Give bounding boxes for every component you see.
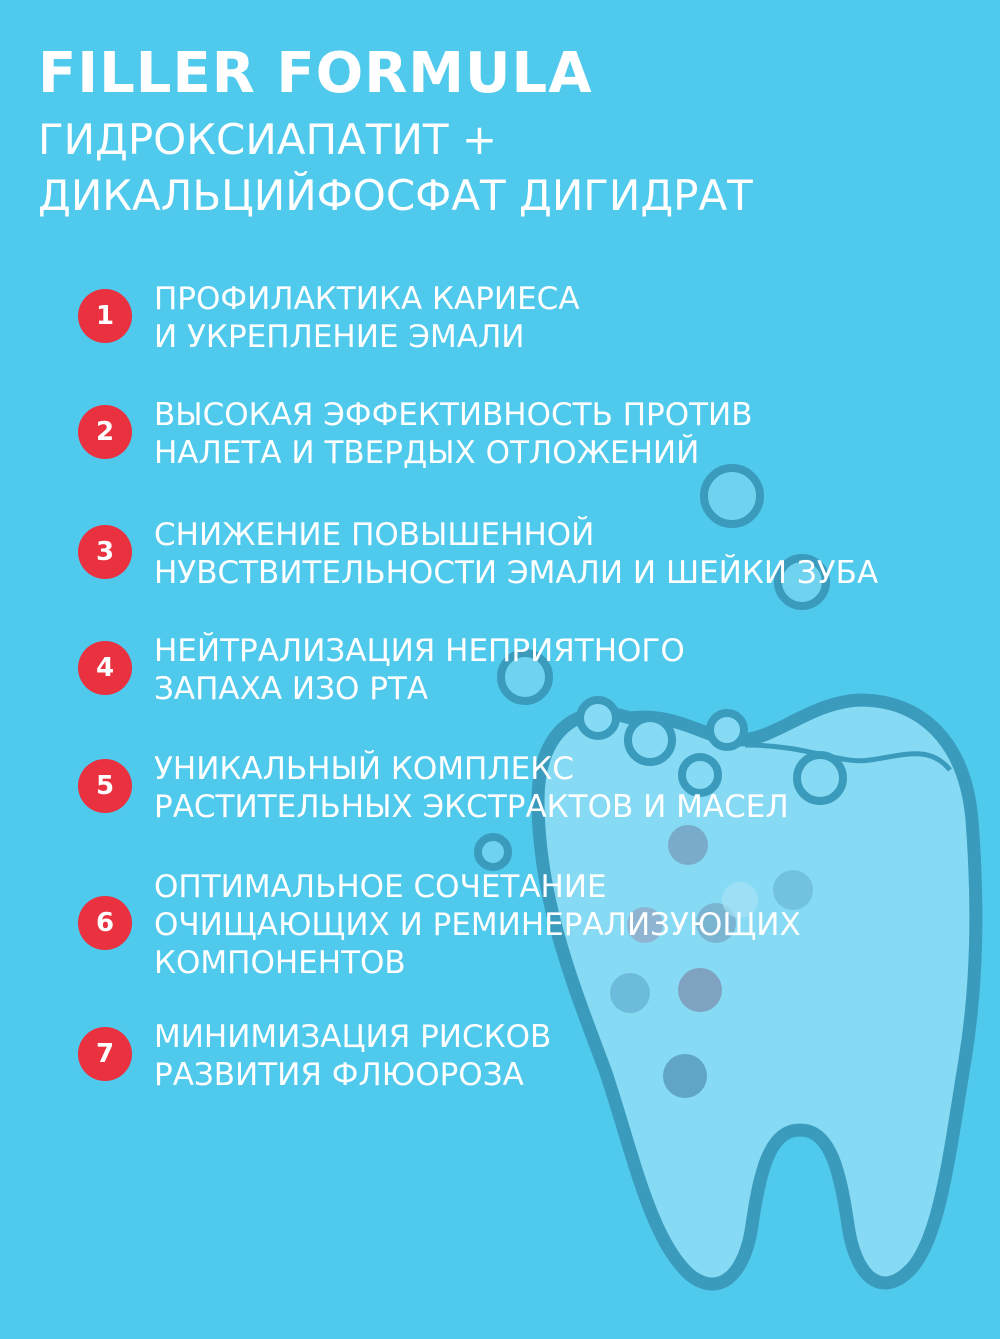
bubble-icon	[797, 755, 843, 801]
number-badge: 1	[78, 289, 132, 343]
number-badge: 5	[78, 759, 132, 813]
feature-line: НУВСТВИТЕЛЬНОСТИ ЭМАЛИ И ШЕЙКИ ЗУБА	[154, 555, 879, 591]
subtitle-line: ГИДРОКСИАПАТИТ +	[38, 115, 498, 164]
feature-text	[154, 1018, 551, 1094]
feature-text	[154, 868, 801, 982]
feature-line: КОМПОНЕНТОВ	[154, 945, 406, 981]
feature-line: ЗАПАХА ИЗО РТА	[154, 671, 429, 707]
mineral-dot	[663, 1054, 707, 1098]
bubble-icon	[478, 837, 508, 867]
ingredients-subtitle	[38, 112, 753, 224]
number-badge: 2	[78, 405, 132, 459]
number-badge: 6	[78, 896, 132, 950]
feature-line: НЕЙТРАЛИЗАЦИЯ НЕПРИЯТНОГО	[154, 633, 685, 669]
number-badge: 4	[78, 641, 132, 695]
feature-text	[154, 396, 753, 472]
subtitle-line: ДИКАЛЬЦИЙФОСФАТ ДИГИДРАТ	[38, 171, 753, 220]
feature-line: РАСТИТЕЛЬНЫХ ЭКСТРАКТОВ И МАСЕЛ	[154, 789, 789, 825]
feature-line: И УКРЕПЛЕНИЕ ЭМАЛИ	[154, 319, 525, 355]
feature-line: НАЛЕТА И ТВЕРДЫХ ОТЛОЖЕНИЙ	[154, 435, 700, 471]
feature-text	[154, 516, 878, 592]
feature-line: ОПТИМАЛЬНОЕ СОЧЕТАНИЕ	[154, 869, 607, 905]
number-badge: 7	[78, 1027, 132, 1081]
feature-text	[154, 750, 789, 826]
feature-line: РАЗВИТИЯ ФЛЮОРОЗА	[154, 1057, 524, 1093]
feature-line: ПРОФИЛАКТИКА КАРИЕСА	[154, 281, 580, 317]
feature-line: УНИКАЛЬНЫЙ КОМПЛЕКС	[154, 751, 574, 787]
feature-line: МИНИМИЗАЦИЯ РИСКОВ	[154, 1019, 552, 1055]
feature-line: ОЧИЩАЮЩИХ И РЕМИНЕРАЛИЗУЮЩИХ	[154, 907, 801, 943]
feature-text	[154, 632, 685, 708]
mineral-dot	[668, 825, 708, 865]
feature-line: СНИЖЕНИЕ ПОВЫШЕННОЙ	[154, 517, 595, 553]
brand-title: FILLER FORMULA	[38, 41, 593, 106]
bubble-icon	[710, 713, 744, 747]
feature-text	[154, 280, 580, 356]
feature-line: ВЫСОКАЯ ЭФФЕКТИВНОСТЬ ПРОТИВ	[154, 397, 753, 433]
number-badge: 3	[78, 525, 132, 579]
header	[38, 40, 753, 224]
